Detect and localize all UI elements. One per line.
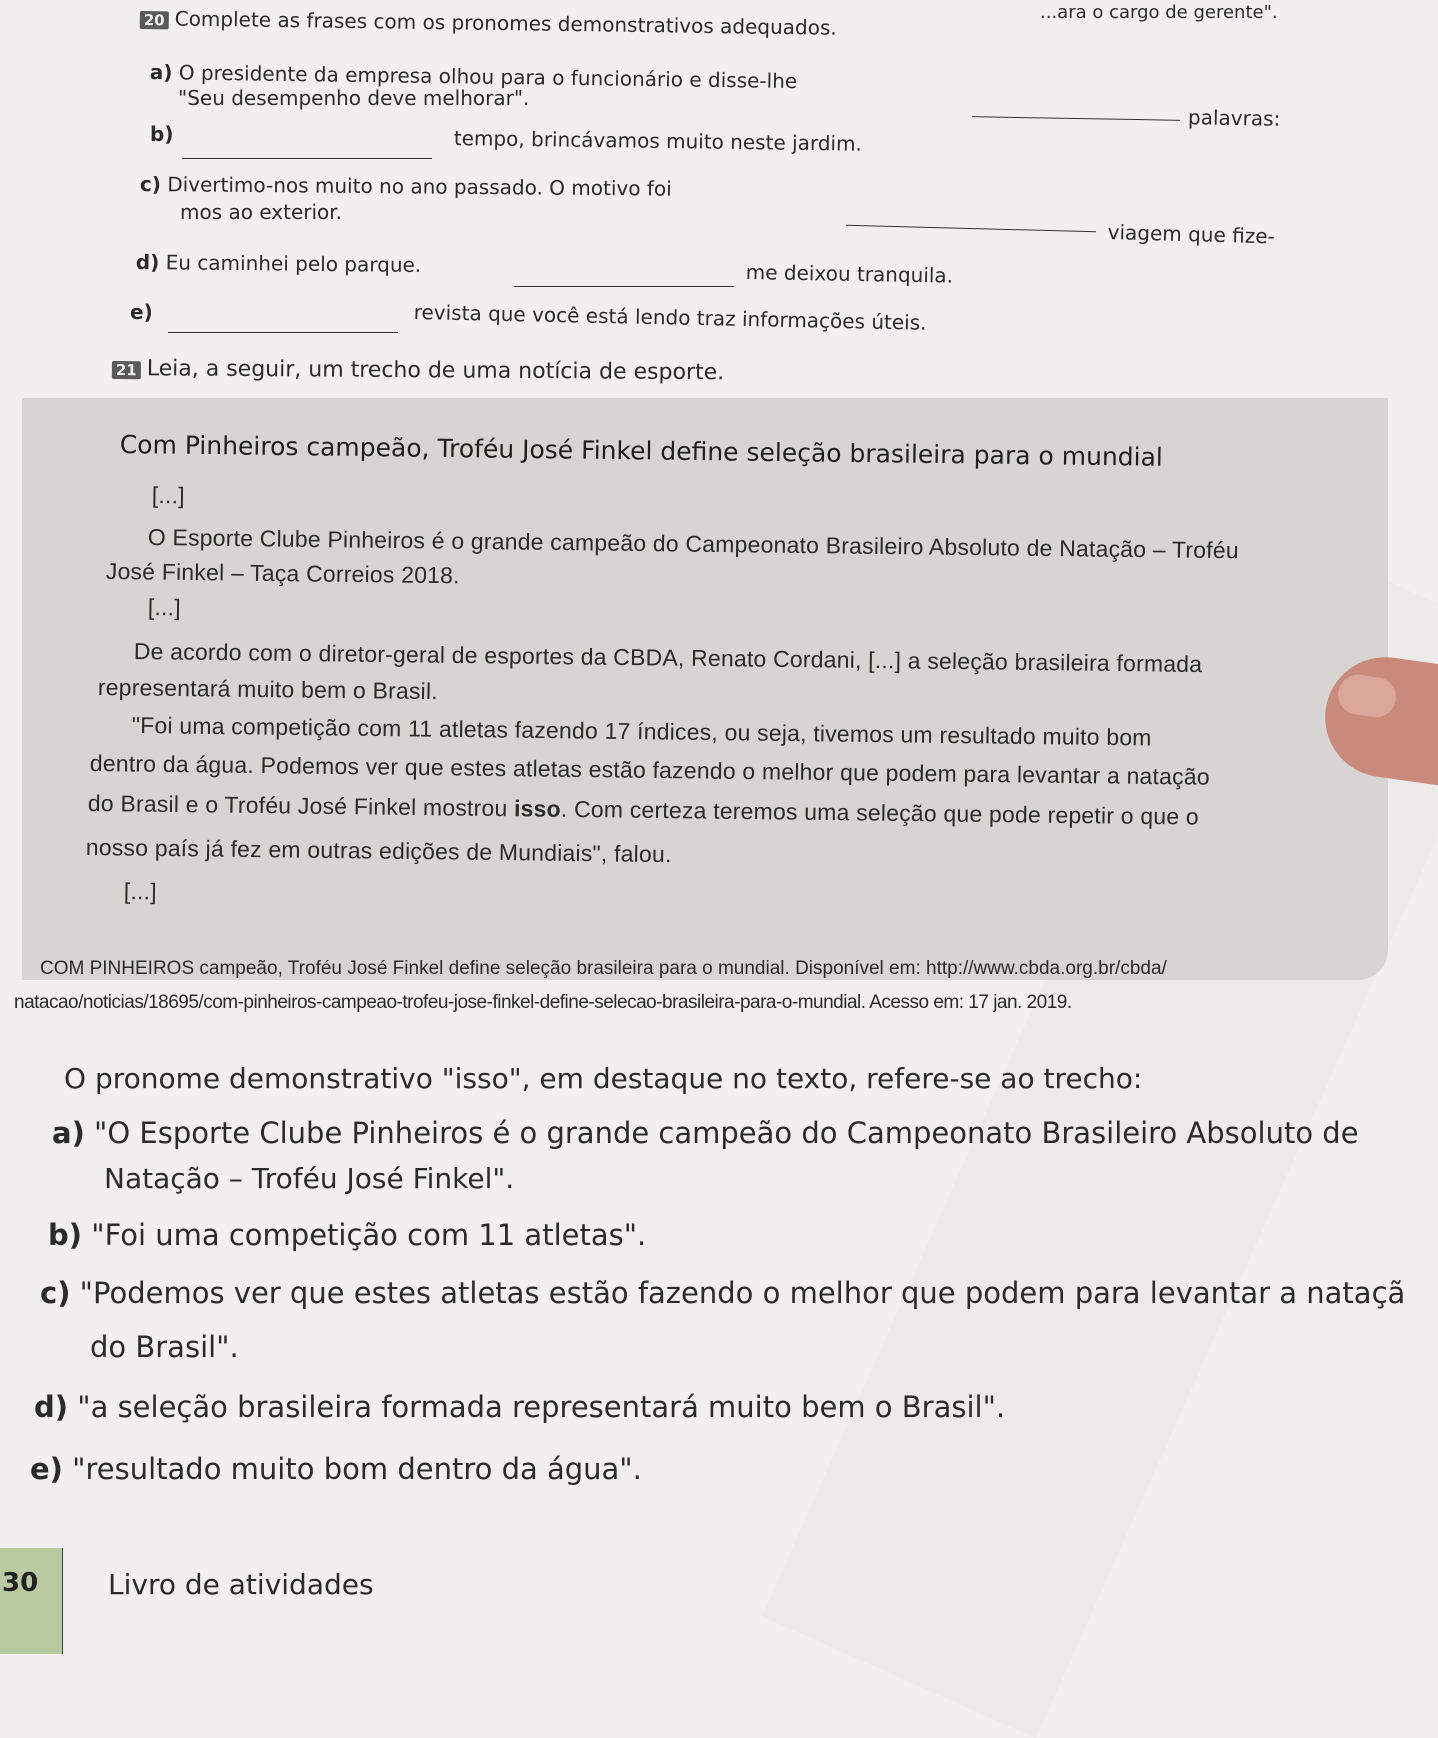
option-b-label: b)	[48, 1218, 83, 1252]
option-a-label: a)	[52, 1116, 85, 1150]
option-d-label: d)	[34, 1390, 69, 1424]
q20-item-c	[140, 172, 672, 201]
footer-color-bar	[0, 1548, 62, 1654]
news-p3-line3-pre: do Brasil e o Troféu José Finkel mostrou	[87, 790, 515, 822]
news-p1-line1: O Esporte Clube Pinheiros é o grande campeão do Campeonato Brasileiro Absoluto de Natação – Troféu	[147, 524, 1239, 564]
top-fragment-text: ...ara o cargo de gerente".	[1040, 2, 1278, 23]
option-a-text: "O Esporte Clube Pinheiros é o grande campeão do Campeonato Brasileiro Absoluto de	[94, 1116, 1359, 1150]
q20-c-line1: Divertimo-nos muito no ano passado. O motivo foi	[167, 172, 672, 201]
q20-b-after: tempo, brincávamos muito neste jardim.	[453, 126, 863, 156]
news-p2-line2: representará muito bem o Brasil.	[97, 674, 439, 705]
news-ellipsis-3: [...]	[123, 878, 157, 905]
option-b	[48, 1218, 646, 1252]
q21-question: O pronome demonstrativo "isso", em destaque no texto, refere-se ao trecho:	[64, 1062, 1143, 1095]
q20-item-d	[136, 250, 422, 277]
q21-instruction: Leia, a seguir, um trecho de uma notícia de esporte.	[146, 356, 725, 386]
q20-d-label: d)	[135, 250, 160, 275]
news-p3-line3-post: . Com certeza teremos uma seleção que pode repetir o que o	[560, 795, 1200, 830]
option-c-line2: do Brasil".	[90, 1330, 239, 1364]
q20-number-badge: 20	[140, 11, 169, 29]
news-p3-line2: dentro da água. Podemos ver que estes atletas estão fazendo o melhor que podem para levantar a natação	[89, 750, 1210, 790]
news-ellipsis-2: [...]	[147, 594, 181, 621]
option-c-text: "Podemos ver que estes atletas estão fazendo o melhor que podem para levantar a nataçã	[79, 1276, 1406, 1310]
q20-d-before: Eu caminhei pelo parque.	[165, 250, 422, 277]
option-e-text: "resultado muito bom dentro da água".	[72, 1452, 642, 1486]
q20-a-line2: "Seu desempenho deve melhorar".	[178, 86, 530, 110]
citation-line2: natacao/noticias/18695/com-pinheiros-campeao-trofeu-jose-finkel-define-selecao-brasileira-para-o-mundial. Acesso em: 17 jan. 2019.	[14, 992, 1072, 1013]
q20-a-blank[interactable]	[972, 104, 1180, 123]
q20-c-after: viagem que fize-	[1107, 220, 1276, 249]
q21-heading	[112, 356, 724, 385]
q20-c-label: c)	[139, 172, 161, 197]
news-highlight-isso: isso	[513, 795, 562, 822]
q20-a-after: palavras:	[1187, 105, 1281, 131]
footer-divider	[62, 1548, 63, 1654]
news-p3-line4: nosso país já fez em outras edições de Mundiais", falou.	[85, 834, 672, 868]
news-p3-line1: "Foi uma competição com 11 atletas fazendo 17 índices, ou seja, tivemos um resultado muito bom	[131, 712, 1152, 751]
option-e	[30, 1452, 642, 1486]
q20-a-line1: O presidente da empresa olhou para o funcionário e disse-lhe	[178, 60, 798, 94]
option-e-label: e)	[30, 1452, 63, 1486]
q20-d-blank[interactable]	[514, 272, 734, 291]
option-c-line1	[40, 1276, 1405, 1310]
q20-a-label: a)	[149, 60, 173, 85]
q20-b-blank[interactable]	[182, 144, 432, 163]
citation-line1: COM PINHEIROS campeão, Troféu José Finkel define seleção brasileira para o mundial. Disponível em: http://www.cbda.org.br/cbda/	[40, 958, 1167, 979]
option-a-line2: Natação – Troféu José Finkel".	[104, 1162, 515, 1195]
option-c-label: c)	[40, 1276, 71, 1310]
q20-e-label: e)	[130, 300, 153, 324]
q20-e-blank[interactable]	[168, 318, 398, 337]
book-title: Livro de atividades	[108, 1568, 374, 1601]
news-p2-line1: De acordo com o diretor-geral de esportes da CBDA, Renato Cordani, [...] a seleção brasileira formada	[133, 638, 1203, 678]
page-number: 30	[2, 1568, 39, 1598]
q21-number-badge: 21	[112, 361, 141, 379]
news-ellipsis-1: [...]	[151, 482, 185, 509]
q20-d-after: me deixou tranquila.	[745, 260, 954, 288]
option-b-text: "Foi uma competição com 11 atletas".	[91, 1218, 647, 1252]
q20-instruction: Complete as frases com os pronomes demonstrativos adequados.	[174, 6, 837, 40]
option-d-text: "a seleção brasileira formada representará muito bem o Brasil".	[77, 1390, 1006, 1424]
news-p1-line2: José Finkel – Taça Correios 2018.	[105, 558, 460, 589]
q20-b-label: b)	[150, 122, 174, 146]
q20-heading	[140, 6, 837, 40]
q20-c-blank[interactable]	[846, 214, 1096, 233]
news-title: Com Pinheiros campeão, Troféu José Finkel define seleção brasileira para o mundial	[119, 430, 1164, 472]
q20-e-after: revista que você está lendo traz informações úteis.	[413, 300, 927, 335]
option-d	[34, 1390, 1005, 1424]
q20-c-line2: mos ao exterior.	[180, 200, 343, 224]
option-a-line1	[52, 1116, 1359, 1150]
